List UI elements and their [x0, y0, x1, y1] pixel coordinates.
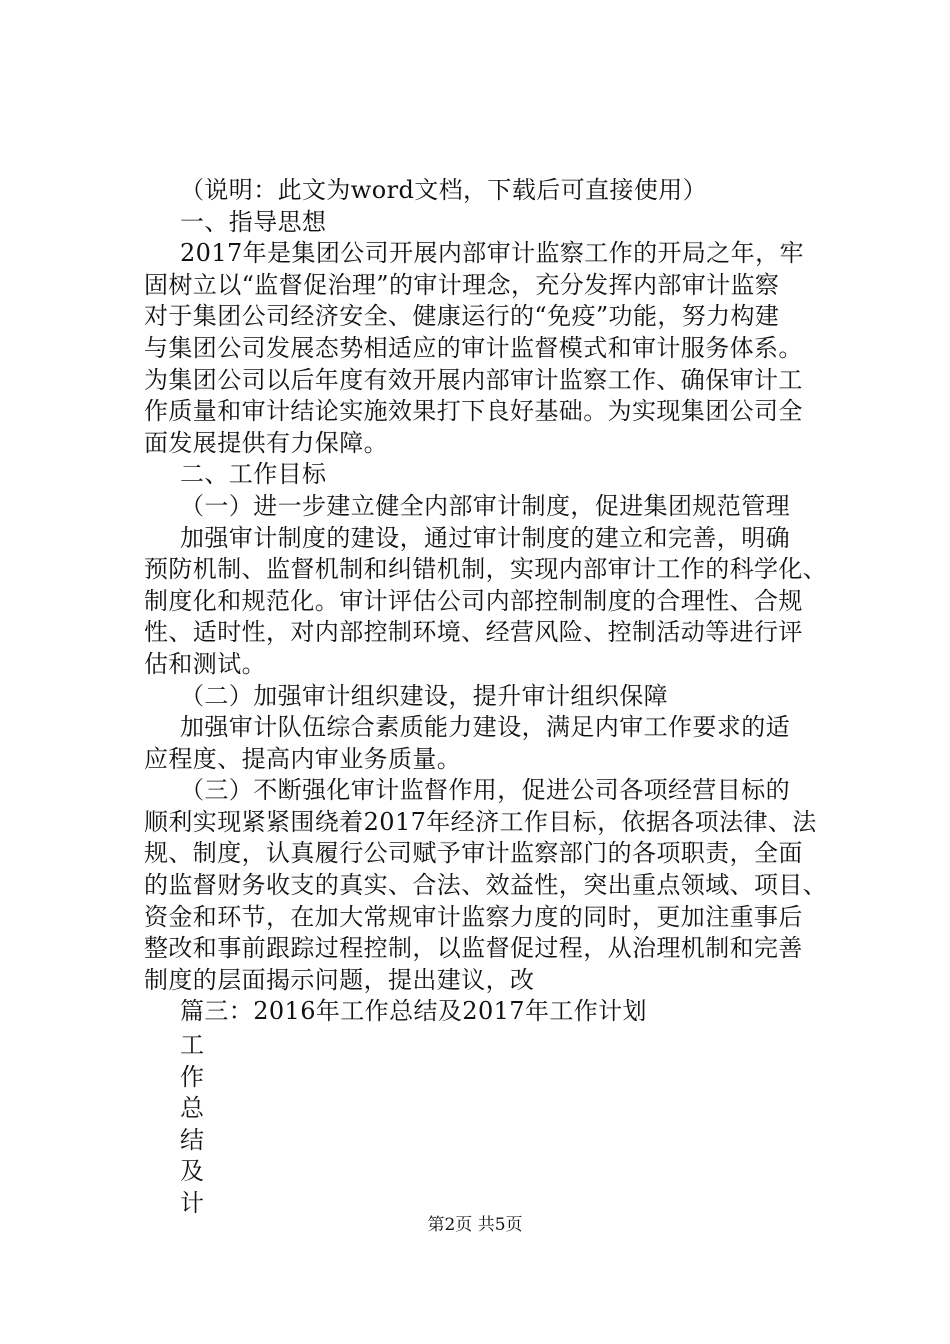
- paragraph-line: 规、制度，认真履行公司赋予审计监察部门的各项职责，全面: [144, 839, 803, 868]
- section-heading-2: 二、工作目标: [180, 460, 327, 489]
- vertical-char: 工: [180, 1031, 204, 1059]
- paragraph-line: 整改和事前跟踪过程控制，以监督促过程，从治理机制和完善: [144, 934, 803, 963]
- paragraph-line: 性、适时性，对内部控制环境、经营风险、控制活动等进行评: [144, 618, 803, 647]
- paragraph-line: 估和测试。: [144, 649, 266, 678]
- paragraph-line: 预防机制、监督机制和纠错机制，实现内部审计工作的科学化、: [144, 555, 828, 584]
- vertical-char: 作: [180, 1062, 204, 1091]
- paragraph-line: 面发展提供有力保障。: [144, 428, 388, 457]
- subsection-heading-1: （一）进一步建立健全内部审计制度，促进集团规范管理: [180, 491, 790, 520]
- vertical-char: 计: [180, 1188, 204, 1217]
- note-line: （说明：此文为word文档，下载后可直接使用）: [180, 176, 708, 204]
- paragraph-line: 为集团公司以后年度有效开展内部审计监察工作、确保审计工: [144, 365, 803, 394]
- paragraph-line: 2017年是集团公司开展内部审计监察工作的开局之年，牢: [180, 239, 804, 268]
- paragraph-line: 加强审计队伍综合素质能力建设，满足内审工作要求的适: [180, 713, 790, 742]
- paragraph-line: 与集团公司发展态势相适应的审计监督模式和审计服务体系。: [144, 333, 803, 362]
- paragraph-line: 应程度、提高内审业务质量。: [144, 744, 462, 773]
- vertical-title: [180, 1030, 204, 1220]
- subsection-heading-3: （三）不断强化审计监督作用，促进公司各项经营目标的: [180, 776, 790, 805]
- vertical-char: 结: [180, 1125, 204, 1154]
- chapter-heading: 篇三：2016年工作总结及2017年工作计划: [180, 997, 647, 1026]
- paragraph-line: 制度的层面揭示问题，提出建议，改: [144, 965, 535, 994]
- section-heading-1: 一、指导思想: [180, 207, 327, 236]
- page-footer: 第2页 共5页: [427, 1215, 523, 1235]
- subsection-heading-2: （二）加强审计组织建设，提升审计组织保障: [180, 681, 668, 710]
- paragraph-line: 作质量和审计结论实施效果打下良好基础。为实现集团公司全: [144, 397, 803, 426]
- paragraph-line: 对于集团公司经济安全、健康运行的“免疫”功能，努力构建: [144, 302, 780, 331]
- paragraph-line: 加强审计制度的建设，通过审计制度的建立和完善，明确: [180, 523, 790, 552]
- document-body: [144, 175, 834, 1028]
- paragraph-line: 制度化和规范化。审计评估公司内部控制制度的合理性、合规: [144, 586, 803, 615]
- vertical-char: 总: [180, 1094, 204, 1123]
- vertical-char: 及: [180, 1157, 204, 1186]
- paragraph-line: 的监督财务收支的真实、合法、效益性，突出重点领域、项目、: [144, 871, 828, 900]
- paragraph-line: 顺利实现紧紧围绕着2017年经济工作目标，依据各项法律、法: [144, 807, 817, 836]
- paragraph-line: 资金和环节，在加大常规审计监察力度的同时，更加注重事后: [144, 902, 803, 931]
- paragraph-line: 固树立以“监督促治理”的审计理念，充分发挥内部审计监察: [144, 270, 780, 299]
